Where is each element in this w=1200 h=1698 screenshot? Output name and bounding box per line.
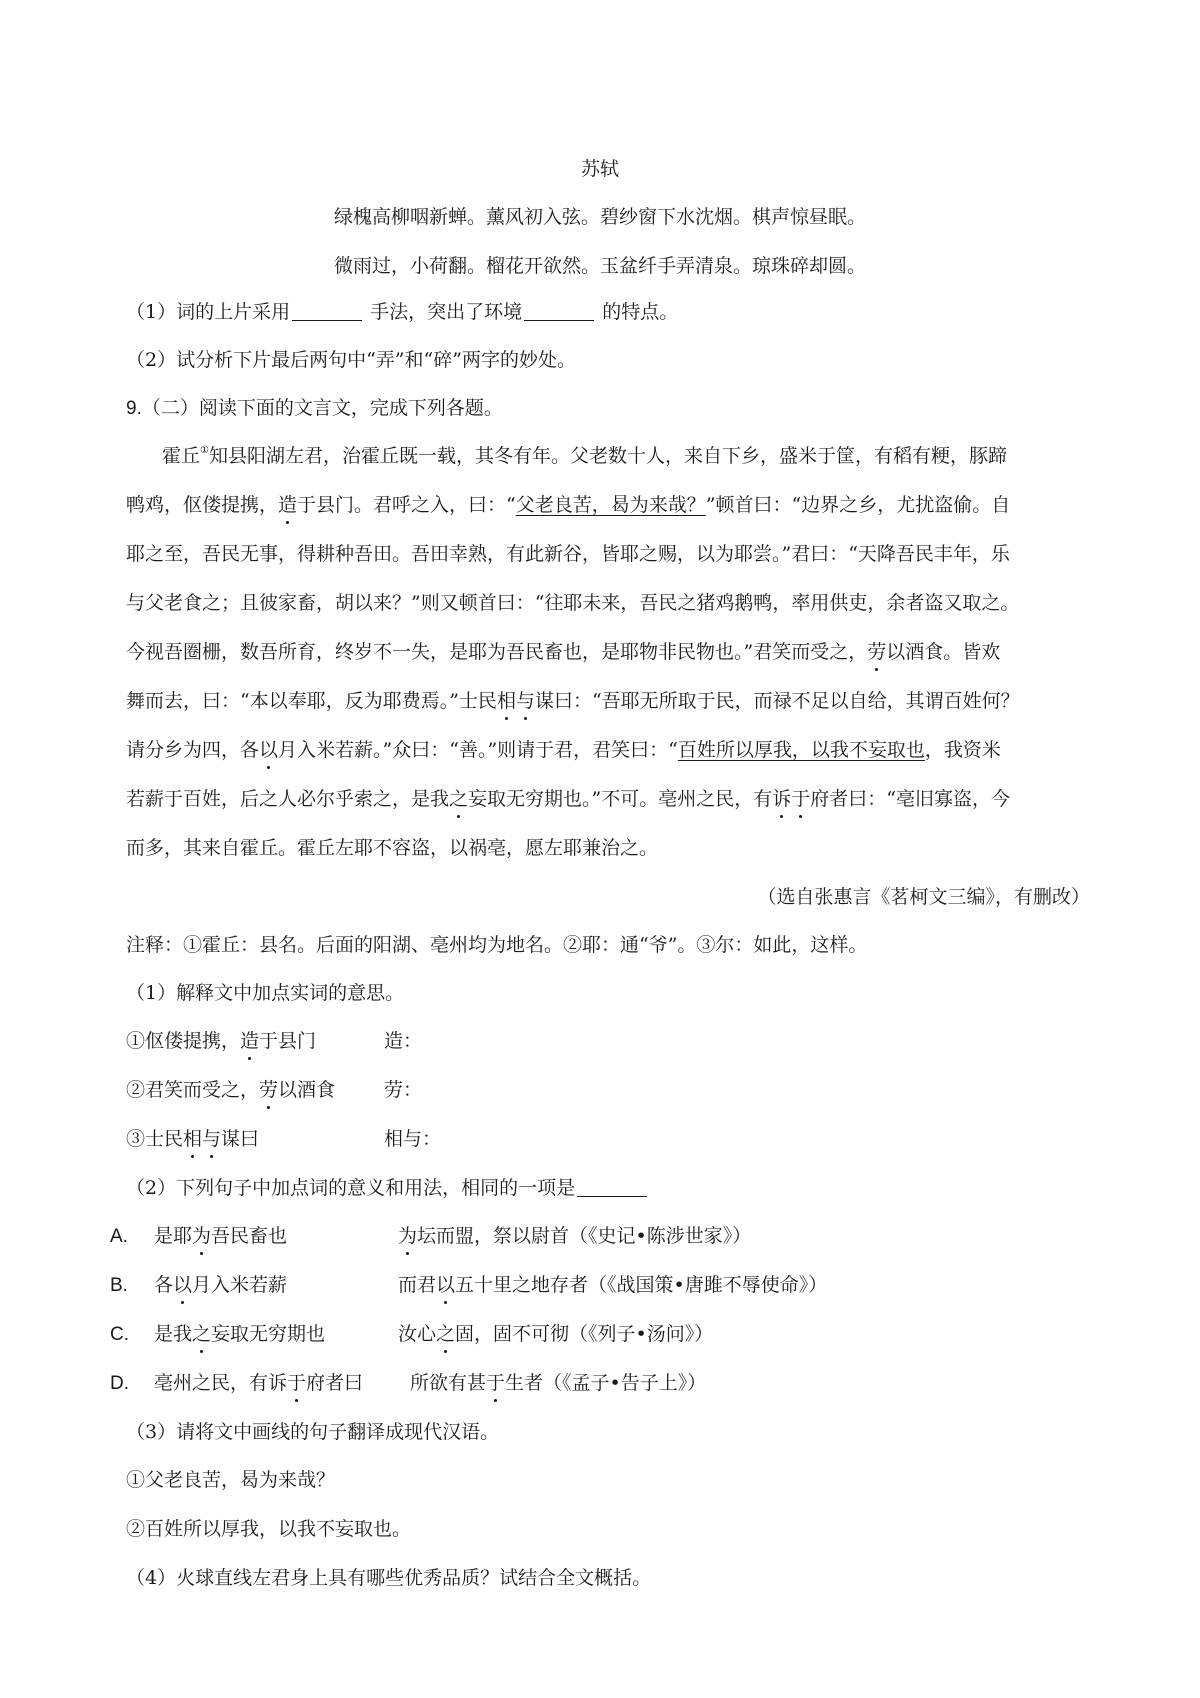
dotted-word: 造 — [278, 494, 298, 516]
option-text: 吾民畜也 — [211, 1225, 288, 1247]
dotted-word: 造 — [240, 1030, 260, 1052]
option-text: 月入米若薪 — [192, 1274, 288, 1296]
dotted-word: 之 — [449, 788, 469, 810]
question-number: 9. — [126, 398, 142, 419]
poem-question-2: （2）试分析下片最后两句中“弄”和“碎”两字的妙处。 — [126, 349, 576, 371]
question-2-title — [126, 1175, 649, 1201]
option-text: 而君 — [398, 1274, 437, 1296]
answer-blank[interactable] — [524, 302, 594, 321]
q1-item-2-answer-label[interactable]: 劳： — [384, 1079, 423, 1101]
dotted-word: 相 — [496, 690, 516, 712]
q1-item-text: ①伛偻提携， — [126, 1030, 241, 1052]
option-letter: A. — [110, 1226, 128, 1247]
passage-text: 月入米若薪。”众曰：“善。”则请于君，君笑曰：“ — [278, 739, 678, 761]
option-text: 固，固不可彻（《列子•汤问》） — [455, 1323, 714, 1345]
poem-q1-text-c: 的特点。 — [602, 301, 679, 323]
section-9-title: （二）阅读下面的文言文，完成下列各题。 — [141, 397, 503, 419]
dotted-word: 于 — [486, 1372, 506, 1394]
passage-line-4: 与父老食之；且彼家畜，胡以来？”则又顿首曰：“往耶未来，吾民之猪鸡鹅鸭，率用供吏，余者盗又取之。 — [126, 592, 1020, 614]
passage-line-6 — [126, 688, 1020, 714]
passage-line-3: 耶之至，吾民无事，得耕种吾田。吾田幸熟，有此新谷，皆耶之赐，以为耶尝。”君曰：“天降吾民丰年，乐 — [126, 543, 1010, 565]
q1-item-text: 于县门 — [259, 1030, 317, 1052]
dotted-word: 为 — [192, 1225, 212, 1247]
q1-item-1-answer-label[interactable]: 造： — [384, 1030, 423, 1052]
option-text: 所欲有甚 — [410, 1372, 487, 1394]
passage-text: 鸭鸡，伛偻提携， — [126, 494, 279, 516]
q1-item-3 — [126, 1126, 259, 1152]
question-4-title: （4）火球直线左君身上具有哪些优秀品质？试结合全文概括。 — [126, 1567, 652, 1589]
poem-line-2: 微雨过，小荷翻。榴花开欲然。玉盆纤手弄清泉。琼珠碎却圆。 — [333, 255, 866, 277]
poem-q1-text-b: 手法，突出了环境 — [370, 301, 523, 323]
q3-sentence-2: ②百姓所以厚我，以我不妄取也。 — [126, 1518, 412, 1540]
option-letter: C. — [110, 1324, 129, 1345]
option-letter: B. — [110, 1275, 128, 1296]
option-text: 汝心 — [398, 1323, 437, 1345]
passage-text: 府者曰：“亳旧寡盗，今 — [810, 788, 1010, 810]
option-b-compare — [398, 1272, 827, 1298]
passage-text: 舞而去，曰：“本以奉耶，反为耶费焉。”士民 — [126, 690, 497, 712]
question-3-title: （3）请将文中画线的句子翻译成现代汉语。 — [126, 1421, 500, 1443]
passage-text: 霍丘 — [162, 445, 201, 467]
q1-item-text: 谋曰 — [221, 1128, 260, 1150]
passage-text: ”顿首曰：“边界之乡，尤扰盗偷。自 — [705, 494, 1011, 516]
option-text: 坛而盟，祭以尉首（《史记•陈涉世家》） — [417, 1225, 752, 1247]
passage-text: 若薪于百姓，后之人必尔乎索之，是我 — [126, 788, 450, 810]
passage-text: 妄取无穷期也。”不可。亳州之民，有 — [468, 788, 773, 810]
option-letter: D. — [110, 1373, 129, 1394]
answer-blank[interactable] — [292, 302, 362, 321]
footnote-marker: ① — [200, 445, 209, 456]
question-2-text: （2）下列句子中加点词的意义和用法，相同的一项是 — [126, 1177, 576, 1199]
option-d[interactable] — [110, 1370, 363, 1397]
question-1-title: （1）解释文中加点实词的意思。 — [126, 982, 405, 1004]
dotted-word: 相 — [183, 1128, 203, 1150]
passage-line-2 — [126, 492, 1010, 518]
option-b[interactable] — [110, 1272, 287, 1299]
dotted-word: 以 — [173, 1274, 193, 1296]
poem-question-1 — [126, 299, 678, 325]
answer-blank[interactable] — [577, 1178, 647, 1197]
passage-source: （选自张惠言《茗柯文三编》，有删改） — [757, 886, 1090, 908]
option-text: 是耶 — [154, 1225, 193, 1247]
dotted-word: 劳 — [259, 1079, 279, 1101]
q1-item-text: 以酒食 — [278, 1079, 336, 1101]
dotted-word: 于 — [791, 788, 811, 810]
poem-line-1: 绿槐高柳咽新蝉。薰风初入弦。碧纱窗下水沈烟。棋声惊昼眠。 — [333, 206, 866, 228]
dotted-word: 为 — [398, 1225, 418, 1247]
dotted-word: 以 — [259, 739, 279, 761]
dotted-word: 之 — [436, 1323, 456, 1345]
passage-line-7 — [126, 737, 1001, 763]
option-text: 府者曰 — [306, 1372, 364, 1394]
passage-text: ，我资米 — [924, 739, 1001, 761]
poem-author: 苏轼 — [580, 158, 619, 180]
passage-text: 请分乡为四，各 — [126, 739, 260, 761]
option-text: 各 — [154, 1274, 174, 1296]
option-a-compare — [398, 1223, 751, 1249]
option-d-compare — [410, 1370, 706, 1396]
option-text: 五十里之地存者（《战国策•唐雎不辱使命》） — [455, 1274, 828, 1296]
dotted-word: 以 — [436, 1274, 456, 1296]
passage-line-8 — [126, 786, 1010, 812]
passage-text: 今视吾圈栅，数吾所育，终岁不一失，是耶为吾民畜也，是耶物非民物也。”君笑而受之， — [126, 641, 868, 663]
option-c-compare — [398, 1321, 713, 1347]
option-text: 妄取无穷期也 — [211, 1323, 326, 1345]
option-text: 是我 — [154, 1323, 193, 1345]
underlined-sentence: 百姓所以厚我，以我不妄取也 — [677, 739, 925, 761]
footnotes: 注释：①霍丘：县名。后面的阳湖、亳州均为地名。②耶：通“爷”。③尔：如此，这样。 — [126, 934, 868, 956]
option-c[interactable] — [110, 1321, 325, 1348]
dotted-word: 劳 — [867, 641, 887, 663]
q1-item-text: ②君笑而受之， — [126, 1079, 260, 1101]
section-9-heading — [126, 395, 503, 422]
passage-line-5 — [126, 639, 1000, 665]
passage-text: 以酒食。皆欢 — [886, 641, 1001, 663]
option-a[interactable] — [110, 1223, 287, 1250]
poem-q1-text-a: （1）词的上片采用 — [126, 301, 291, 323]
q3-sentence-1: ①父老良苦，曷为来哉？ — [126, 1469, 336, 1491]
underlined-sentence: 父老良苦，曷为来哉？ — [515, 494, 706, 516]
q1-item-1 — [126, 1028, 316, 1054]
q1-item-text: ③士民 — [126, 1128, 184, 1150]
option-text: 生者（《孟子•告子上》） — [505, 1372, 707, 1394]
passage-line-1 — [162, 443, 1007, 469]
passage-text: 于县门。君呼之入，曰：“ — [297, 494, 516, 516]
q1-item-3-answer-label[interactable]: 相与： — [384, 1128, 442, 1150]
dotted-word: 于 — [287, 1372, 307, 1394]
dotted-word: 与 — [202, 1128, 222, 1150]
option-text: 亳州之民，有诉 — [154, 1372, 288, 1394]
passage-text: 谋曰：“吾耶无所取于民，而禄不足以自给，其谓百姓何？ — [534, 690, 1020, 712]
passage-text: 知县阳湖左君，治霍丘既一载，其冬有年。父老数十人，来自下乡，盛米于筐，有稻有粳，豚蹄 — [208, 445, 1007, 467]
q1-item-2 — [126, 1077, 335, 1103]
dotted-word: 与 — [515, 690, 535, 712]
passage-line-9: 而多，其来自霍丘。霍丘左耶不容盗，以祸亳，愿左耶兼治之。 — [126, 837, 659, 859]
dotted-word: 诉 — [772, 788, 792, 810]
dotted-word: 之 — [192, 1323, 212, 1345]
